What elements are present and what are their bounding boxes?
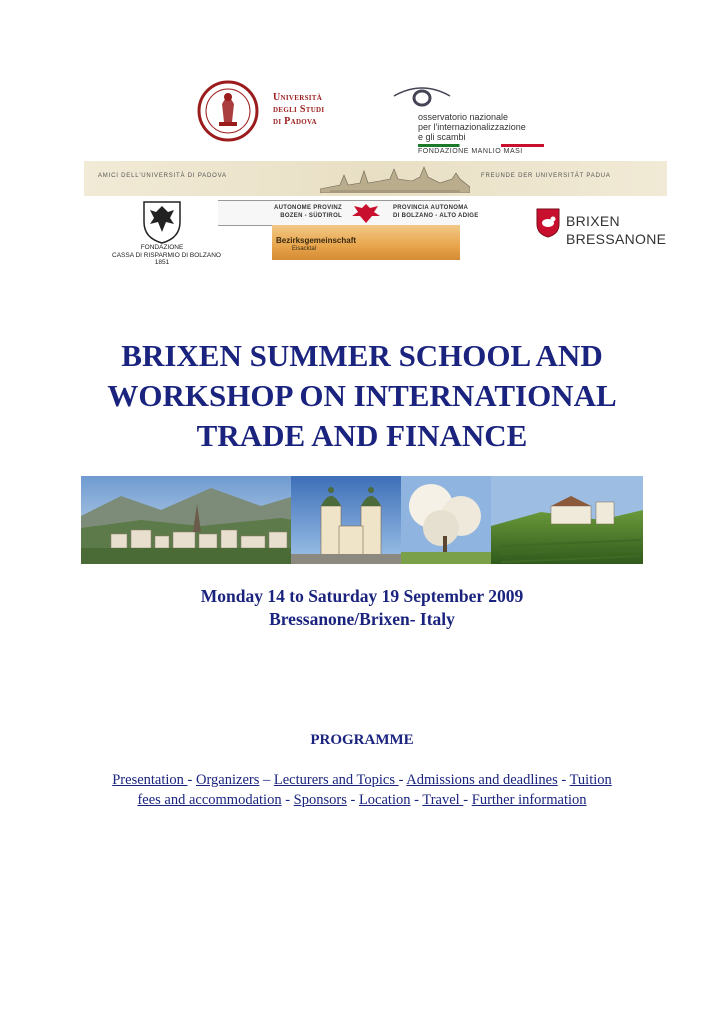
provincia-line: BOZEN - SÜDTIROL	[280, 213, 342, 219]
link-organizers[interactable]: Organizers	[196, 772, 260, 788]
bezirk-subtitle: Eisacktal	[292, 246, 317, 252]
bezirk-logo	[272, 225, 460, 260]
brixen-line: BRIXEN	[566, 213, 620, 229]
osservatorio-name	[418, 112, 526, 142]
amici-left-text: AMICI DELL'UNIVERSITÀ DI PADOVA	[98, 173, 227, 179]
link-separator: -	[285, 792, 291, 808]
programme-heading: PROGRAMME	[310, 732, 414, 748]
padova-seal-icon	[197, 80, 259, 142]
town-skyline-icon	[320, 165, 470, 193]
provincia-de	[234, 204, 342, 220]
tricolor-bar	[418, 144, 544, 147]
link-separator: -	[414, 792, 419, 808]
title-line: WORKSHOP ON INTERNATIONAL	[107, 378, 617, 413]
page-title	[40, 336, 684, 456]
link-separator: -	[398, 772, 404, 788]
brixen-photo-banner	[81, 476, 643, 564]
eagle-crest-icon	[140, 198, 184, 244]
link-separator: -	[561, 772, 567, 788]
osservatorio-logo	[392, 84, 552, 154]
foundation-name: FONDAZIONE MANLIO MASI	[418, 148, 523, 155]
brixen-name	[566, 212, 666, 248]
title-line: BRIXEN SUMMER SCHOOL AND	[121, 338, 603, 373]
fondazione-line: CASSA DI RISPARMIO DI BOLZANO	[112, 251, 221, 259]
amici-right-text: FREUNDE DER UNIVERSITÄT PADUA	[481, 173, 611, 179]
tyrol-eagle-icon	[348, 202, 384, 224]
provincia-it	[393, 204, 479, 220]
brixen-line: BRESSANONE	[566, 231, 667, 247]
padova-line: Università	[273, 92, 323, 103]
programme-nav	[60, 770, 664, 810]
fondazione-line: 1851	[154, 259, 170, 266]
link-sponsors[interactable]: Sponsors	[293, 792, 347, 808]
fondazione-logo	[112, 198, 221, 282]
lamb-shield-icon	[536, 208, 560, 238]
provincia-line: AUTONOME PROVINZ	[273, 205, 342, 211]
link-separator: –	[263, 772, 271, 788]
eye-ring-icon	[392, 84, 452, 114]
link-separator: -	[350, 792, 356, 808]
link-location[interactable]: Location	[358, 792, 411, 808]
link-tuition-fees[interactable]: fees and accommodation	[137, 792, 282, 808]
bezirk-title: Bezirksgemeinschaft	[276, 236, 357, 245]
link-separator: -	[187, 772, 193, 788]
link-admissions[interactable]: Admissions and deadlines	[406, 772, 558, 788]
osservatorio-line: e gli scambi	[418, 132, 466, 142]
padova-university-logo	[197, 80, 347, 150]
osservatorio-line: per l'internazionalizzazione	[418, 122, 526, 132]
link-further-information[interactable]: Further information	[471, 792, 587, 808]
link-lecturers-topics[interactable]: Lecturers and Topics	[273, 772, 399, 788]
event-dates: Monday 14 to Saturday 19 September 2009	[200, 586, 524, 606]
provincia-line: DI BOLZANO - ALTO ADIGE	[393, 213, 479, 219]
fondazione-name	[112, 244, 221, 267]
amici-banner	[84, 161, 667, 196]
event-date-block	[40, 585, 684, 631]
link-travel[interactable]: Travel	[422, 792, 464, 808]
padova-line: di Padova	[273, 116, 317, 127]
title-line: TRADE AND FINANCE	[196, 418, 528, 453]
provincia-logo	[218, 200, 479, 226]
link-separator: -	[463, 792, 469, 808]
event-location: Bressanone/Brixen- Italy	[269, 609, 455, 629]
padova-name	[273, 92, 324, 128]
osservatorio-line: osservatorio nazionale	[418, 112, 509, 122]
provincia-line: PROVINCIA AUTONOMA	[393, 205, 469, 211]
link-presentation[interactable]: Presentation	[112, 772, 188, 788]
link-tuition[interactable]: Tuition	[569, 772, 612, 788]
padova-line: degli Studi	[273, 104, 325, 115]
fondazione-line: FONDAZIONE	[140, 244, 184, 251]
brixen-logo	[536, 200, 667, 264]
